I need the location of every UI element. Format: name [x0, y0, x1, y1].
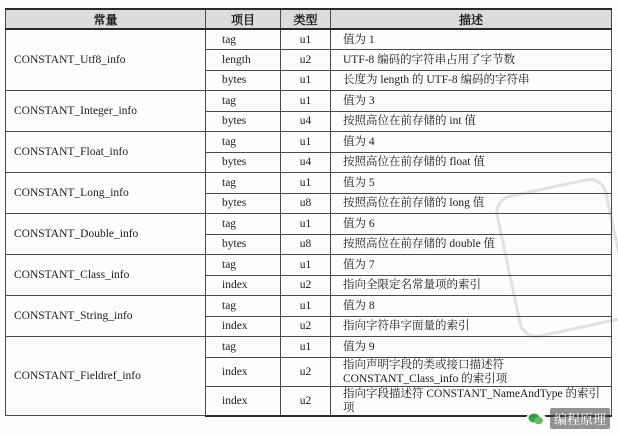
wechat-icon: [526, 411, 546, 427]
item-cell: tag: [206, 91, 281, 112]
item-cell: length: [206, 50, 281, 71]
type-cell: u2: [281, 275, 331, 296]
item-cell: tag: [206, 29, 281, 50]
constant-name: CONSTANT_Class_info: [6, 255, 206, 296]
description-cell: 按照高位在前存储的 float 值: [331, 152, 612, 173]
table-row: [6, 296, 612, 317]
header-constant: 常量: [6, 9, 206, 29]
header-type: 类型: [281, 9, 331, 29]
table-header-row: [6, 9, 612, 29]
header-description: 描述: [331, 9, 612, 29]
constant-name: CONSTANT_Fieldref_info: [6, 337, 206, 416]
item-cell: tag: [206, 255, 281, 276]
type-cell: u1: [281, 29, 331, 50]
type-cell: u2: [281, 357, 331, 386]
description-cell: 值为 9: [331, 337, 612, 358]
type-cell: u1: [281, 70, 331, 91]
type-cell: u2: [281, 50, 331, 71]
description-cell: 按照高位在前存储的 int 值: [331, 111, 612, 132]
type-cell: u1: [281, 255, 331, 276]
description-cell: 按照高位在前存储的 double 值: [331, 234, 612, 255]
description-cell: 指向字符串字面量的索引: [331, 316, 612, 337]
constant-name: CONSTANT_Integer_info: [6, 91, 206, 132]
type-cell: u4: [281, 111, 331, 132]
type-cell: u2: [281, 316, 331, 337]
item-cell: bytes: [206, 70, 281, 91]
item-cell: tag: [206, 214, 281, 235]
description-cell: 值为 5: [331, 173, 612, 194]
item-cell: index: [206, 386, 281, 416]
type-cell: u1: [281, 132, 331, 153]
constant-name: CONSTANT_Long_info: [6, 173, 206, 214]
table-row: [6, 132, 612, 153]
description-cell: 值为 4: [331, 132, 612, 153]
table-row: [6, 173, 612, 194]
item-cell: index: [206, 316, 281, 337]
item-cell: tag: [206, 337, 281, 358]
constant-pool-table: [5, 8, 612, 417]
item-cell: bytes: [206, 193, 281, 214]
item-cell: bytes: [206, 111, 281, 132]
table-row: [6, 91, 612, 112]
description-cell: 值为 7: [331, 255, 612, 276]
item-cell: tag: [206, 173, 281, 194]
type-cell: u2: [281, 386, 331, 416]
description-cell: 值为 3: [331, 91, 612, 112]
description-cell: 值为 1: [331, 29, 612, 50]
type-cell: u4: [281, 152, 331, 173]
table-row: [6, 255, 612, 276]
constant-name: CONSTANT_String_info: [6, 296, 206, 337]
type-cell: u1: [281, 337, 331, 358]
type-cell: u1: [281, 173, 331, 194]
description-cell: 值为 6: [331, 214, 612, 235]
type-cell: u1: [281, 91, 331, 112]
table-row: [6, 29, 612, 50]
watermark: [526, 408, 610, 429]
constant-name: CONSTANT_Float_info: [6, 132, 206, 173]
description-cell: 长度为 length 的 UTF-8 编码的字符串: [331, 70, 612, 91]
item-cell: tag: [206, 296, 281, 317]
description-cell: 指向字段描述符 CONSTANT_NameAndType 的索引项: [331, 386, 612, 416]
item-cell: index: [206, 357, 281, 386]
watermark-text: 编程原理: [550, 408, 610, 429]
item-cell: bytes: [206, 152, 281, 173]
header-item: 项目: [206, 9, 281, 29]
table-row: [6, 337, 612, 358]
type-cell: u1: [281, 296, 331, 317]
description-cell: UTF-8 编码的字符串占用了字节数: [331, 50, 612, 71]
constant-name: CONSTANT_Double_info: [6, 214, 206, 255]
item-cell: tag: [206, 132, 281, 153]
description-cell: 指向声明字段的类或接口描述符 CONSTANT_Class_info 的索引项: [331, 357, 612, 386]
constant-name: CONSTANT_Utf8_info: [6, 29, 206, 91]
table-row: [6, 214, 612, 235]
item-cell: bytes: [206, 234, 281, 255]
type-cell: u1: [281, 214, 331, 235]
description-cell: 值为 8: [331, 296, 612, 317]
description-cell: 指向全限定名常量项的索引: [331, 275, 612, 296]
item-cell: index: [206, 275, 281, 296]
type-cell: u8: [281, 193, 331, 214]
description-cell: 按照高位在前存储的 long 值: [331, 193, 612, 214]
type-cell: u8: [281, 234, 331, 255]
